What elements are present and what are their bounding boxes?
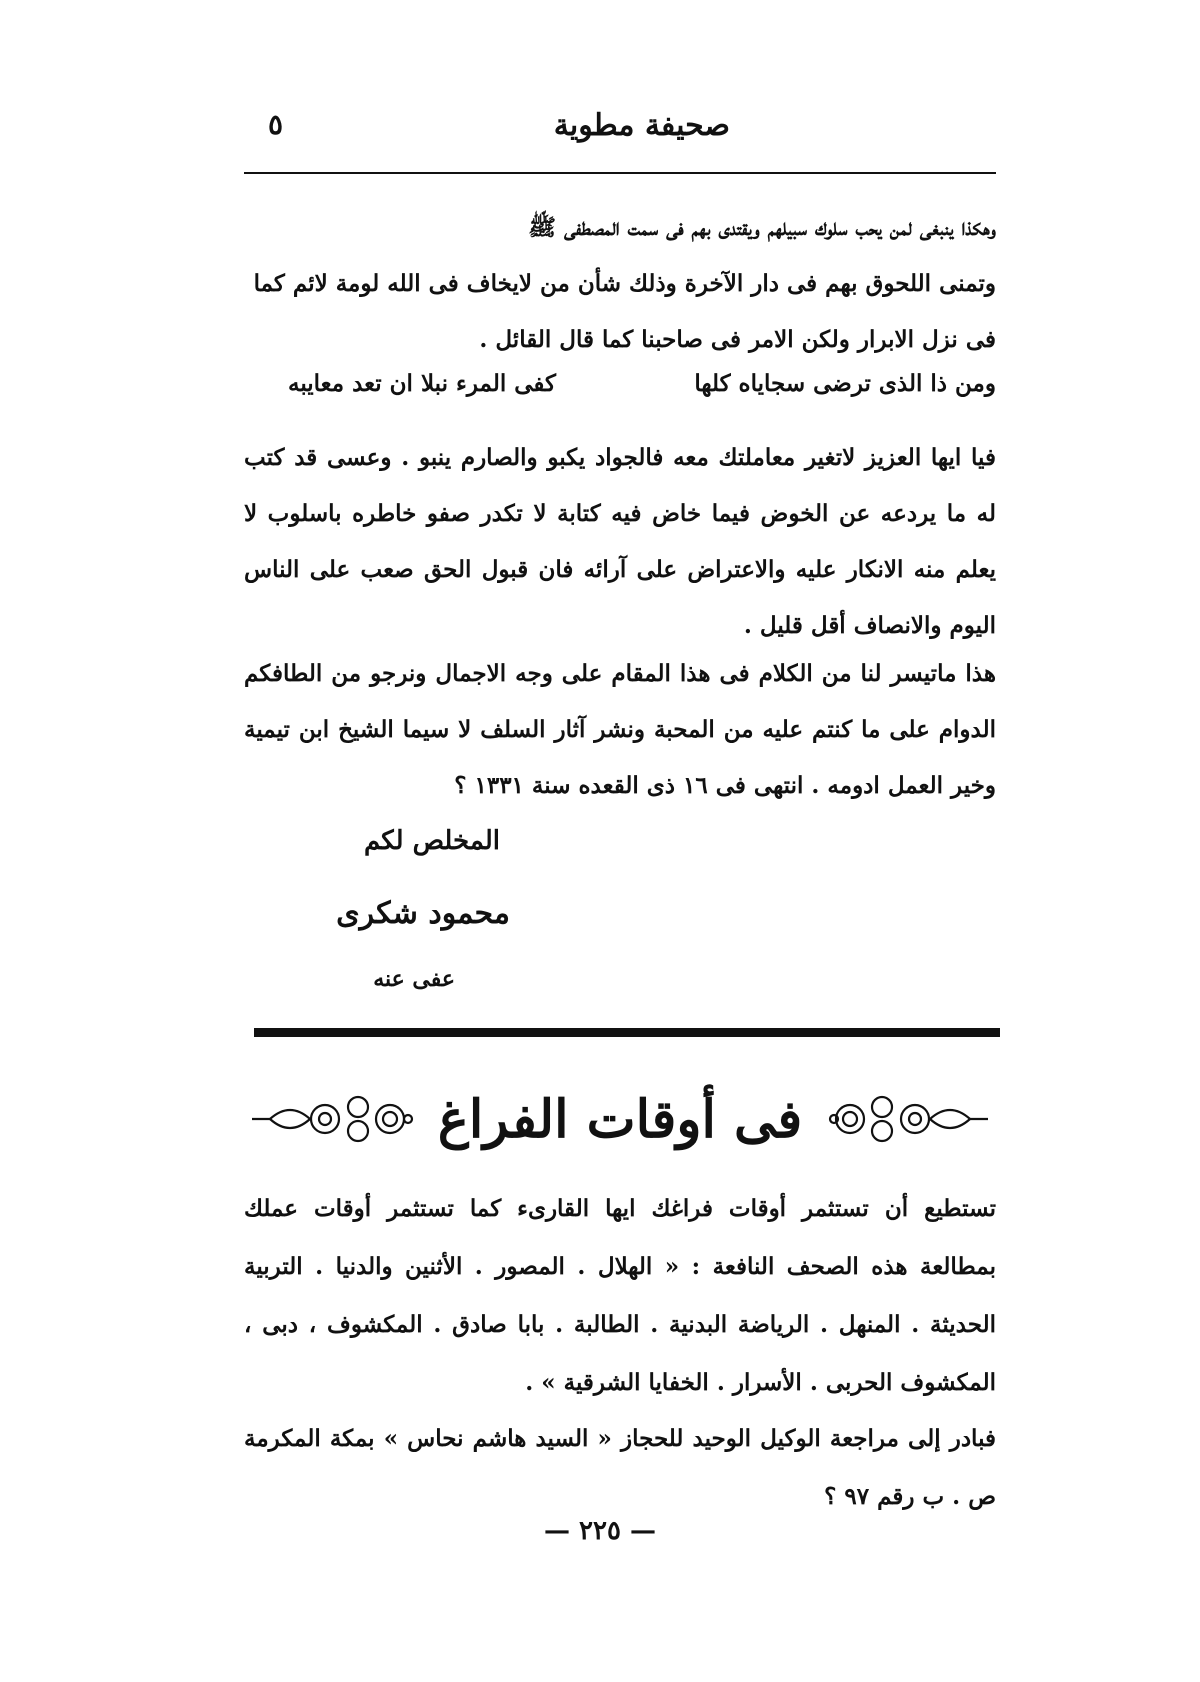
footer-page-number: — ٢٢٥ — bbox=[543, 1516, 657, 1546]
section-heading bbox=[244, 1064, 996, 1174]
signature-name: محمود شكرى bbox=[336, 896, 510, 931]
section-paragraph-2: فبادر إلى مراجعة الوكيل الوحيد للحجاز « السيد هاشم نحاس » بمكة المكرمة ص . ب رقم ٩٧ ؟ bbox=[244, 1425, 996, 1510]
paragraph-1-line: وتمنى اللحوق بهم فى دار الآخرة وذلك شأن من لايخاف فى الله لومة لائم كما bbox=[253, 270, 996, 297]
paragraph-1-line: فى نزل الابرار ولكن الامر فى صاحبنا كما قال القائل . bbox=[479, 326, 996, 353]
signature-blessing: عفى عنه bbox=[373, 966, 455, 992]
ornament-right-icon bbox=[820, 1089, 990, 1149]
signature-closing: المخلص لكم bbox=[363, 826, 500, 856]
running-header bbox=[240, 108, 1000, 158]
section-title: فى أوقات الفراغ bbox=[437, 1088, 803, 1150]
verse-hemistich-1: ومن ذا الذى ترضى سجاياه كلها bbox=[694, 370, 996, 397]
paragraph-2: فيا ايها العزيز لاتغير معاملتك معه فالجواد يكبو والصارم ينبو . وعسى قد كتب له ما يردعه عن الخوض فيما خاض فيه كتابة لا تكدر صفو خاطره باسلوب لا يعلم منه الانكار عليه والاعتراض على آرائه فان قبول الحق صعب على الناس اليوم والانصاف أقل قليل . bbox=[244, 444, 996, 639]
running-title: صحيفة مطوية bbox=[553, 108, 730, 143]
header-rule bbox=[244, 172, 996, 174]
paragraph-1 bbox=[244, 200, 996, 368]
paragraph-3: هذا ماتيسر لنا من الكلام فى هذا المقام على وجه الاجمال ونرجو من الطافكم الدوام على ما كنتم عليه من المحبة ونشر آثار السلف لا سيما الشيخ ابن تيمية وخير العمل ادومه . انتهى فى ١٦ ذى القعده سنة ١٣٣١ ؟ bbox=[244, 660, 996, 799]
paragraph-1-line: وهكذا ينبغى لمن يحب سلوك سبيلهم ويقتدى بهم فى سمت المصطفى ﷺ bbox=[528, 214, 996, 241]
verse-hemistich-2: كفى المرء نبلا ان تعد معايبه bbox=[287, 370, 556, 397]
header-page-number: ٥ bbox=[268, 108, 284, 141]
ornament-left-icon bbox=[250, 1089, 420, 1149]
section-paragraph-1: تستطيع أن تستثمر أوقات فراغك ايها القارىء كما تستثمر أوقات عملك بمطالعة هذه الصحف النافعة : « الهلال . المصور . الأثنين والدنيا . التربية الحديثة . المنهل . الرياضة البدنية . الطالبة . بابا صادق . المكشوف ، دبى ، المكشوف الحربى . الأسرار . الخفايا الشرقية » . bbox=[244, 1195, 996, 1396]
section-divider bbox=[254, 1028, 1000, 1037]
